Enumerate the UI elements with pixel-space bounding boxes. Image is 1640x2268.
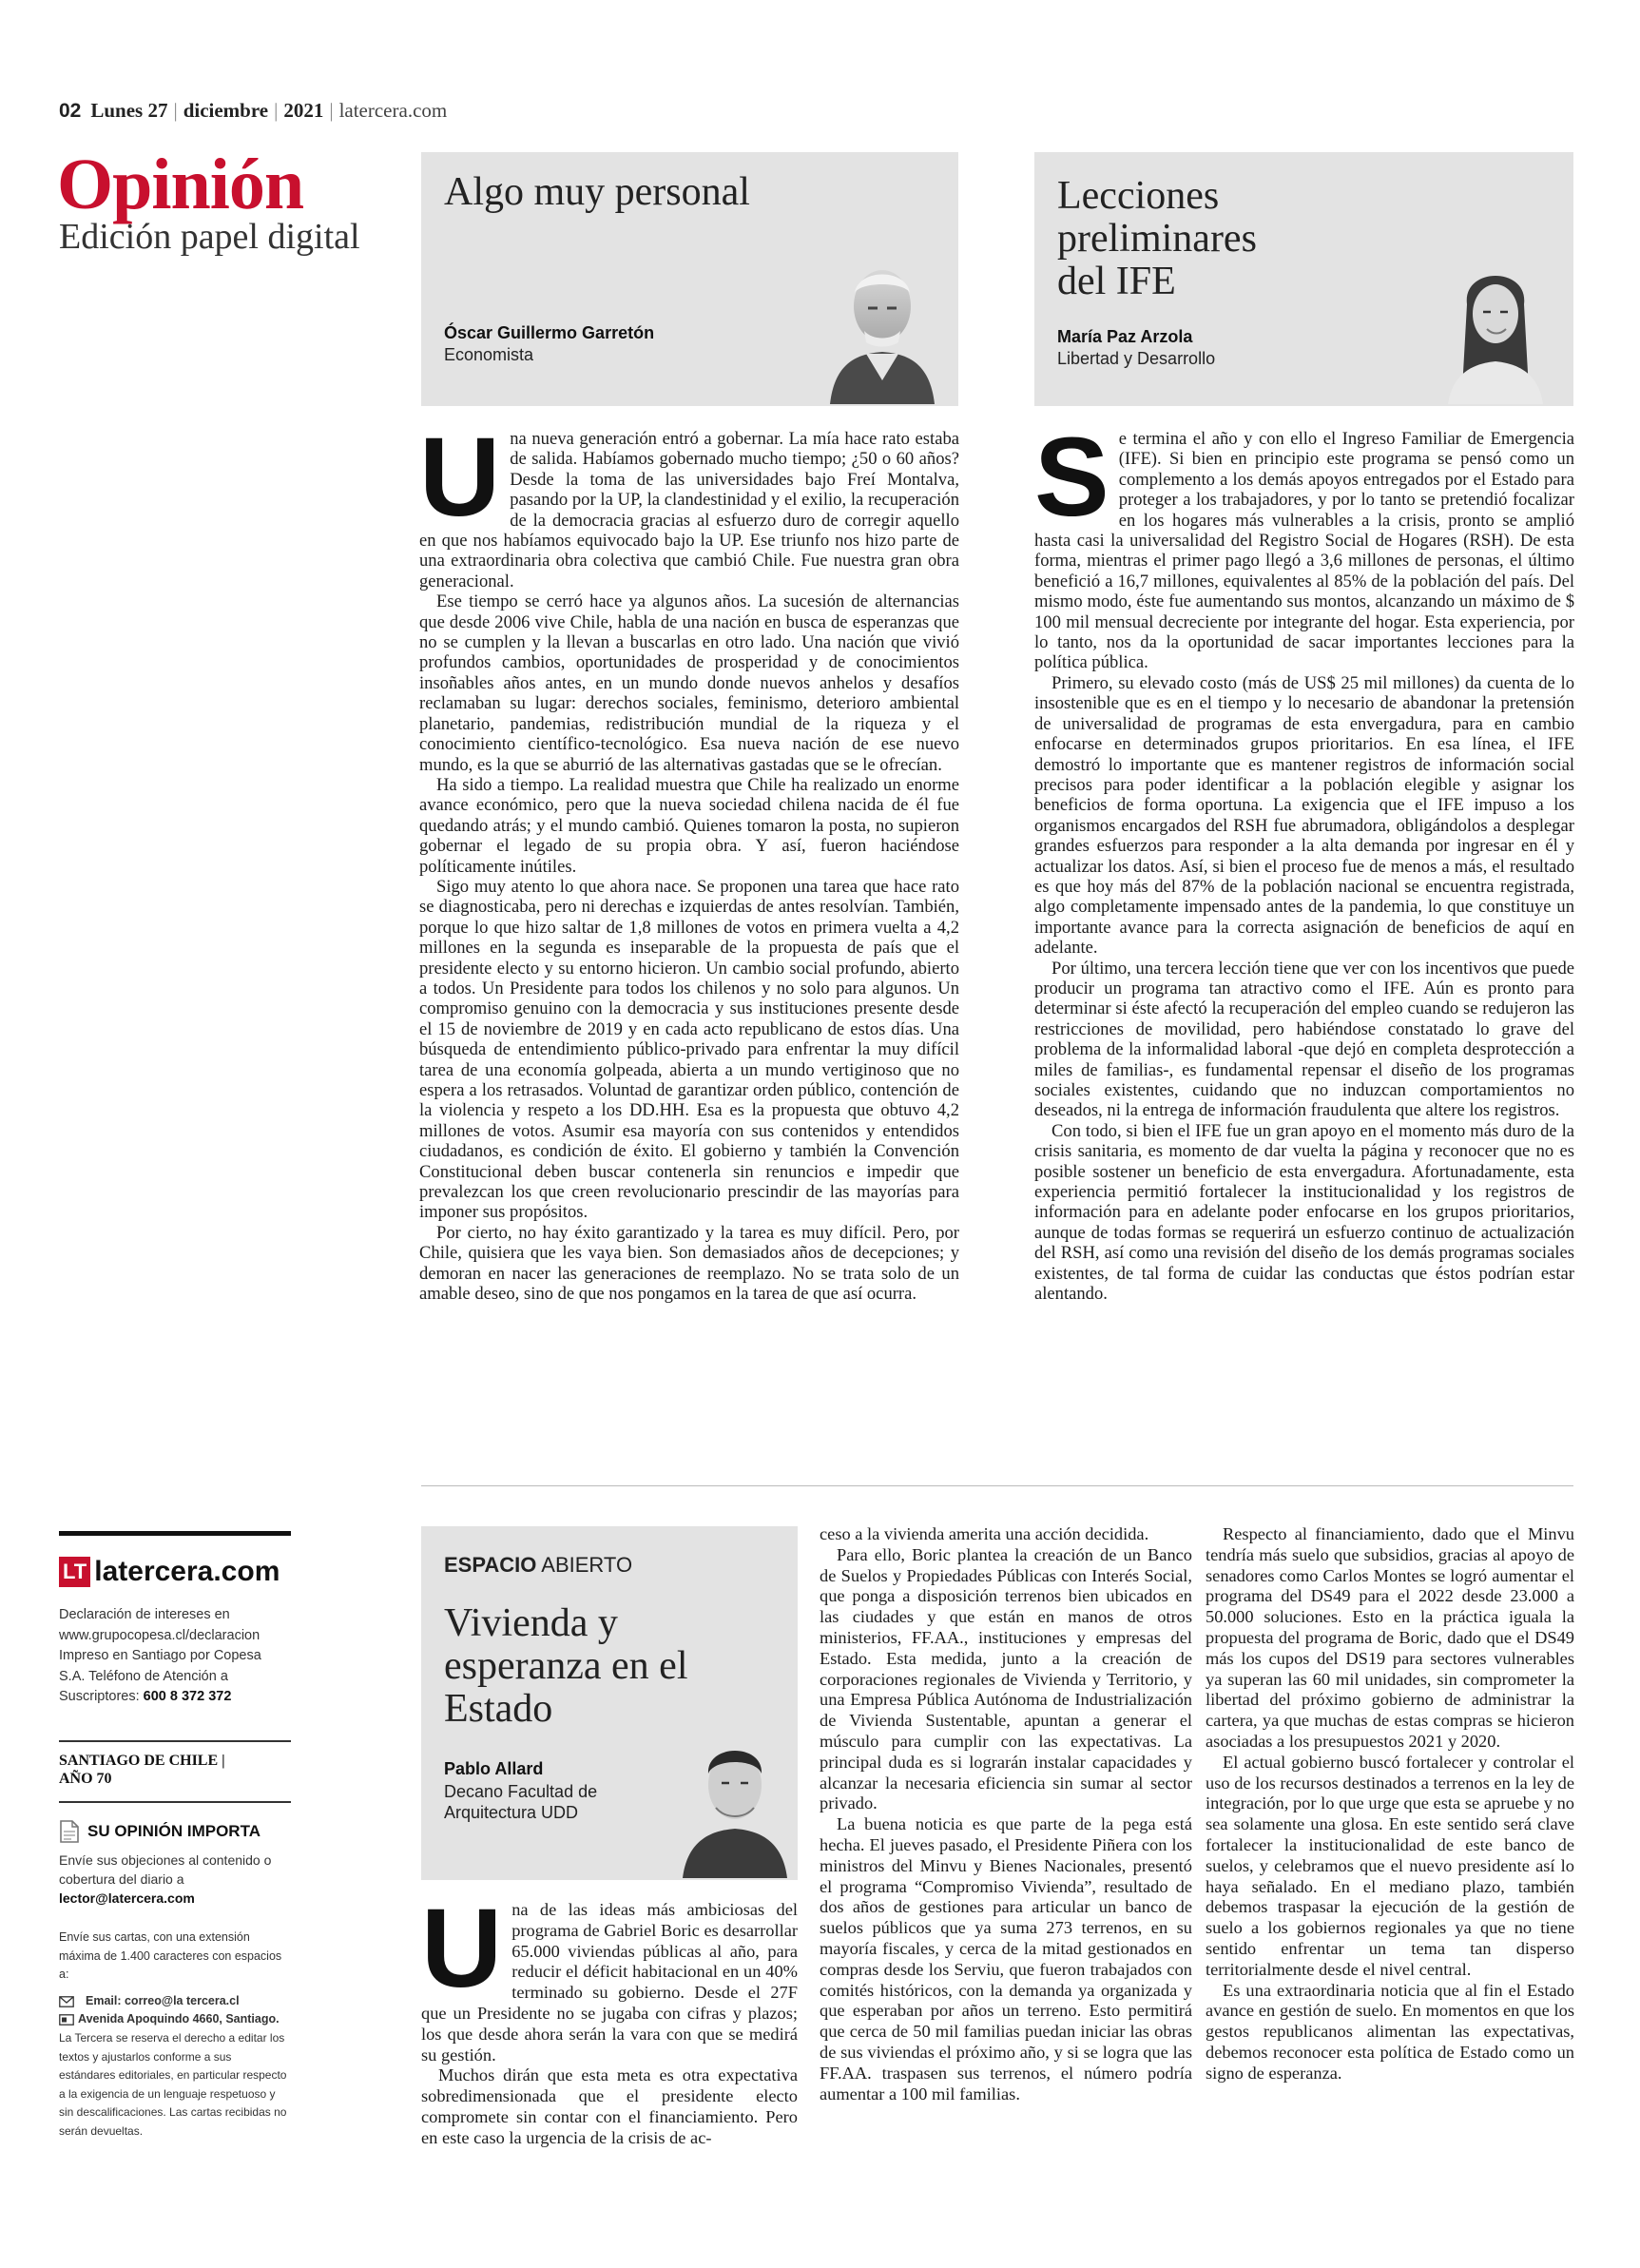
article1-body xyxy=(419,415,959,1305)
section-divider xyxy=(421,1485,1573,1486)
article3-paragraph: Muchos dirán que esta meta es otra expectativa sobredimensionada que el presidente electo compromete sin contar con el financiamiento. Pero en este caso la urgencia de la crisis de ac- xyxy=(421,2065,798,2147)
author-portrait-garreton xyxy=(820,247,944,404)
page-number: 02 xyxy=(59,100,82,122)
article2-author: María Paz Arzola xyxy=(1057,327,1193,346)
author-portrait-arzola xyxy=(1434,247,1557,404)
header-day: Lunes 27 xyxy=(90,99,168,122)
article1-role: Economista xyxy=(444,345,534,364)
article1-paragraph: Por cierto, no hay éxito garantizado y la tarea es muy difícil. Pero, por Chile, quisiera que les vaya bien. Son demasiados años de decepciones; y demoran en nacer las generaciones de reemplazo. No se trata solo de un amable deseo, sino de que nos pongamos en la tarea de que así ocurra. xyxy=(419,1222,959,1305)
mail-icon xyxy=(59,1996,74,2007)
article1-author: Óscar Guillermo Garretón xyxy=(444,323,655,342)
sidebar-rule xyxy=(59,1740,291,1742)
sidebar-top-rule xyxy=(59,1531,291,1536)
author-portrait-allard xyxy=(678,1716,792,1878)
article2-paragraph: Primero, su elevado costo (más de US$ 25 mil millones) da cuenta de lo insostenible que es en el tiempo y lo necesario de abandonar la pretensión de universalidad de programas de esta envergadura, para en cambio enfocarse en determinados grupos prioritarios. En esa línea, el IFE demostró lo importante que es mantener registros de información social precisos para poder identificar a la población elegible y asignar los beneficios de forma oportuna. La exigencia que el IFE impuso a los organismos encargados del RSH fue abrumadora, obligándolos a desplegar grandes esfuerzos para responder a la alta demanda por ingresar en él y actualizar los datos. Así, si bien el proceso fue de menos a más, el resultado es que hoy más del 87% de la población nacional se encuentra registrada, algo completamente impensado antes de la pandemia, lo que constituye un importante avance para la correcta asignación de beneficios de aquí en adelante. xyxy=(1034,672,1574,959)
article3-paragraph: El actual gobierno buscó fortalecer y controlar el uso de los recursos destinados a terrenos en la ley de integración, por lo que urge que esta se apruebe y no sea solamente una glosa. En este sentido será clave fortalecer la institucionalidad de este banco de suelos, y celebramos que el nuevo presidente así lo haya señalado. En el mediano plazo, también debemos traspasar la ejecución de la gestión de suelo a los gobiernos regionales ya que no tiene sentido enfrentar un tema tan disperso territorialmente desde el nivel central. xyxy=(1206,1752,1574,1979)
letters-address: Avenida Apoquindo 4660, Santiago. xyxy=(78,2012,280,2026)
article3-paragraph: Es una extraordinaria noticia que al fin el Estado avance en gestión de suelo. En momentos en que los gestos republicanos alimentan las expectativas, debemos reconocer esta política de Estado como un signo de esperanza. xyxy=(1206,1980,1574,2083)
article2-title: Lecciones preliminares del IFE xyxy=(1057,174,1257,303)
article3-author: Pablo Allard xyxy=(444,1759,544,1778)
article3-title-box xyxy=(421,1526,798,1880)
article3-kicker: ESPACIO ABIERTO xyxy=(444,1553,633,1577)
article2-dropcap: S xyxy=(1034,415,1109,540)
article1-paragraph: Ha sido a tiempo. La realidad muestra que Chile ha realizado un enorme avance económico, pero que la nueva sociedad chilena nacida de él fue quedando atrás; y el mundo cambió. Quienes tomaron la posta, no supieron gobernar el legado de su propia obra. Y así, fueron haciéndose políticamente inútiles. xyxy=(419,774,959,877)
article2-paragraph: e termina el año y con ello el Ingreso Familiar de Emergencia (IFE). Si bien en principio este programa se pensó como un complemento a los demás apoyos entregados por el Estado para proteger a los trabajadores, y por lo tanto se pretendió focalizar en los hogares más vulnerables a la crisis, pronto se amplió hasta casi la universalidad del Registro Social de Hogares (RSH). De esta forma, mientras el primer pago llegó a 3,6 millones de personas, el último benefició a 16,7 millones, equivalentes al 85% de la población del país. Del mismo modo, éste fue aumentando sus montos, alcanzando un máximo de $ 100 mil mensual decreciente por integrante del hogar. Esta experiencia, por lo tanto, nos da la oportunidad de sacar importantes lecciones para la política pública. xyxy=(1034,429,1574,673)
article1-title: Algo muy personal xyxy=(444,170,750,214)
article3-paragraph: na de las ideas más ambiciosas del programa de Gabriel Boric es desarrollar 65.000 viviendas públicas al año, para reducir el déficit habitacional en un 40% terminado su gobierno. Desde el 27F que un Presidente no se jugaba con cifras y plazos; los que desde ahora serán la vara con que se medirá su gestión. xyxy=(421,1900,798,2064)
article1-paragraph: Ese tiempo se cerró hace ya algunos años. La sucesión de alternancias que desde 2006 vive Chile, habla de una nación en busca de esperanzas que no se cumplen y la llevan a buscarlas en otro lado. Una nación que vivió profundos cambios, oportunidades de prosperidad y de conocimientos insoñables años antes, en un mundo donde nuevos anhelos y desafíos reclamaban su lugar: derechos sociales, feminismo, deterioro ambiental planetario, pandemias, redistribución mundial de la riqueza y el conocimiento científico-tecnológico. Esa nueva nación de ese nuevo mundo, es la que se aburrió de las alternativas gastadas que se le ofrecían. xyxy=(419,591,959,775)
article1-dropcap: U xyxy=(419,415,501,540)
article2-paragraph: Con todo, si bien el IFE fue un gran apoyo en el momento más duro de la crisis sanitaria, es momento de dar vuelta la página y reconocer que no es posible sostener un beneficio de esta envergadura. Afortunadamente, esta experiencia permitió fortalecer la institucionalidad y los registros de información para en adelante poder enfocarse en los grupos prioritarios, aunque de todas formas se requerirá un esfuerzo continuo de actualización del RSH, así como una revisión del diseño de los demás programas sociales existentes, de tal forma de cuidar las conductas que éstos podrían estar alentando. xyxy=(1034,1120,1574,1305)
sidebar-logo[interactable] xyxy=(59,1556,280,1588)
article2-paragraph: Por último, una tercera lección tiene que ver con los incentivos que puede producir un programa tan atractivo como el IFE. Aún es pronto para determinar si éste afectó la recuperación del empleo cuando se redujeron las restricciones de movilidad, pero habiéndose constatado lo grave del problema de la informalidad laboral -que dejó en completa desprotección a miles de familias-, es fundamental repensar el diseño de los programas sociales existentes, cuidando que no induzcan comportamientos no deseados, ni la entrega de información fraudulenta que altere los registros. xyxy=(1034,958,1574,1121)
sidebar-city: SANTIAGO DE CHILE | AÑO 70 xyxy=(59,1753,225,1787)
opinion-importa-heading: SU OPINIÓN IMPORTA xyxy=(59,1820,260,1843)
article2-title-box xyxy=(1034,152,1573,406)
article3-paragraph: Respecto al financiamiento, dado que el Minvu tendría más suelo que subsidios, gracias al apoyo de senadores como Carlos Montes se logró aumentar el programa del DS49 para el 2022 desde 23.000 a 50.000 soluciones. Esto en la práctica iguala la propuesta del programa de Boric, dado que el DS49 más los cupos del DS19 para sectores vulnerables ya superan las 60 mil unidades, sin comprometer la libertad del próximo gobierno de administrar la cartera, ya que muchas de estas compras se hicieron asociadas a los presupuestos 2021 y 2020. xyxy=(1206,1524,1574,1751)
article3-paragraph: ceso a la vivienda amerita una acción decidida. xyxy=(820,1524,1149,1543)
article3-role: Decano Facultad de Arquitectura UDD xyxy=(444,1782,598,1822)
article1-paragraph: na nueva generación entró a gobernar. La mía hace rato estaba de salida. Habíamos gobernado mucho tiempo; ¿50 o 60 años? Desde la toma de las universidades bajo Freí Montalva, pasando por la UP, la clandestinidad y el exilio, la recuperación de la democracia gracias al esfuerzo duro de corregir aquello en que nos habíamos equivocado bajo la UP. Ese triunfo nos hizo parte de una extraordinaria obra colectiva que cambió Chile. Fue nuestra gran obra generacional. xyxy=(419,429,959,591)
subscriber-phone: 600 8 372 372 xyxy=(143,1689,232,1704)
article2-body xyxy=(1034,415,1574,1305)
article1-paragraph: Sigo muy atento lo que ahora nace. Se proponen una tarea que hace rato se diagnosticaba, pero ni derechas e izquierdas de antes resolvían. También, porque lo que hizo saltar de 1,8 millones de votos en primera vuelta a 4,2 millones en la segunda es inseparable de la propuesta de país que el presidente electo y su entorno hicieron. Un cambio social profundo, abierto a todos. Un Presidente para todos los chilenos y no solo para algunos. Un compromiso genuino con la democracia y sus instituciones presente desde el 15 de noviembre de 2019 y en cada acto republicano de estos días. Una búsqueda de entendimiento público-privado para enfrentar la muy difícil tarea de una economía golpeada, abierta a un mundo vertiginoso que no espera a los retrasados. Voluntad de garantizar orden público, contención de la violencia y respeto a los DD.HH. Esa es la propuesta que obtuvo 4,2 millones de votos. Asumir esa mayoría con sus contenidos y entendidos ciudadanos, es condición de éxito. El gobierno y también la Convención Constitucional deben buscar contenerla sin renuncios e impedir que prevalezcan los que creen revolucionario prescindir de las mayorías para imponer sus propósitos. xyxy=(419,876,959,1223)
letters-info: Envíe sus cartas, con una extensión máxima de 1.400 caracteres con espacios a: Email: correo@la tercera.cl Avenida Apoquindo 4660, Santiago. La Tercera se reserva el derecho a editar los textos y ajustarlos conforme a sus estándares editoriales, en particular respecto a la exigencia de un lenguaje respetuoso y sin descalificaciones. Las cartas recibidas no serán devueltas. xyxy=(59,1929,291,2142)
article3-paragraph: La buena noticia es que parte de la pega está hecha. El jueves pasado, el Presidente Piñera con los ministros del Minvu y Bienes Nacionales, presentó el programa “Compromiso Vivienda”, resultado de dos años de gestiones para articular un banco de suelos públicos que ya suma 273 terrenos, en su mayoría fiscales, y cerca de la mitad gestionados en compras desde los Serviu, que fueron trabajados con comités históricos, con la demanda ya organizada y que esperaban por años un terreno. Esto permitirá que cerca de 50 mil familias puedan iniciar las obras de sus viviendas el próximo año, y si se logra que las FF.AA. traspasen sus terrenos, el número podría aumentar a 100 mil familias. xyxy=(820,1814,1192,2103)
section-title: Opinión xyxy=(57,145,304,224)
article3-column-3 xyxy=(1206,1524,1574,2084)
opinion-importa-text: Envíe sus objeciones al contenido o cobertura del diario a lector@latercera.com xyxy=(59,1852,272,1906)
address-card-icon xyxy=(59,2014,74,2026)
article3-dropcap: U xyxy=(421,1886,503,2011)
document-icon xyxy=(59,1820,80,1843)
letters-email[interactable]: Email: correo@la tercera.cl xyxy=(86,1993,240,2007)
article2-role: Libertad y Desarrollo xyxy=(1057,349,1216,368)
header-year: 2021 xyxy=(283,99,324,122)
article3-paragraph: Para ello, Boric plantea la creación de un Banco de Suelos y Propiedades Públicas con Interés Social, que ponga a disposición terrenos bien ubicados en las ciudades y que están en manos de otros ministerios, FF.AA., instituciones y empresas del Estado. Esta medida, junto a la creación de corporaciones regionales de Vivienda y Territorio, y una Empresa Pública Autónoma de Industrialización de Vivienda Sustentable, apuntan a generar el músculo para cumplir con las expectativas. La principal duda es si lograrán instalar capacidades y alcanzar la necesaria eficiencia sin sumar al sector privado. xyxy=(820,1544,1192,1813)
sidebar-rule xyxy=(59,1801,291,1803)
header-month: diciembre xyxy=(183,99,269,122)
article3-column-1 xyxy=(421,1886,798,2149)
logo-text: latercera.com xyxy=(94,1556,280,1587)
letters-disclaimer: La Tercera se reserva el derecho a editar los textos y ajustarlos conforme a sus estándares editoriales, en particular respecto a la exigencia de un lenguaje respetuoso y sin descalificaciones. Las cartas recibidas no serán devueltas. xyxy=(59,2030,287,2138)
sidebar-declaration: Declaración de intereses en www.grupocopesa.cl/declaracion Impreso en Santiago por Copesa S.A. Teléfono de Atención a Suscriptores: 600 8 372 372 xyxy=(59,1607,261,1704)
reader-email-link[interactable]: lector@latercera.com xyxy=(59,1890,195,1906)
section-subtitle: Edición papel digital xyxy=(59,217,360,257)
article1-title-box xyxy=(421,152,958,406)
article3-column-2 xyxy=(820,1524,1192,2104)
article3-title: Vivienda y esperanza en el Estado xyxy=(444,1601,688,1731)
page-header: 02 Lunes 27 | diciembre | 2021 | latercera.com xyxy=(59,99,448,122)
header-site-link[interactable]: latercera.com xyxy=(338,99,448,122)
logo-mark: LT xyxy=(59,1557,90,1587)
